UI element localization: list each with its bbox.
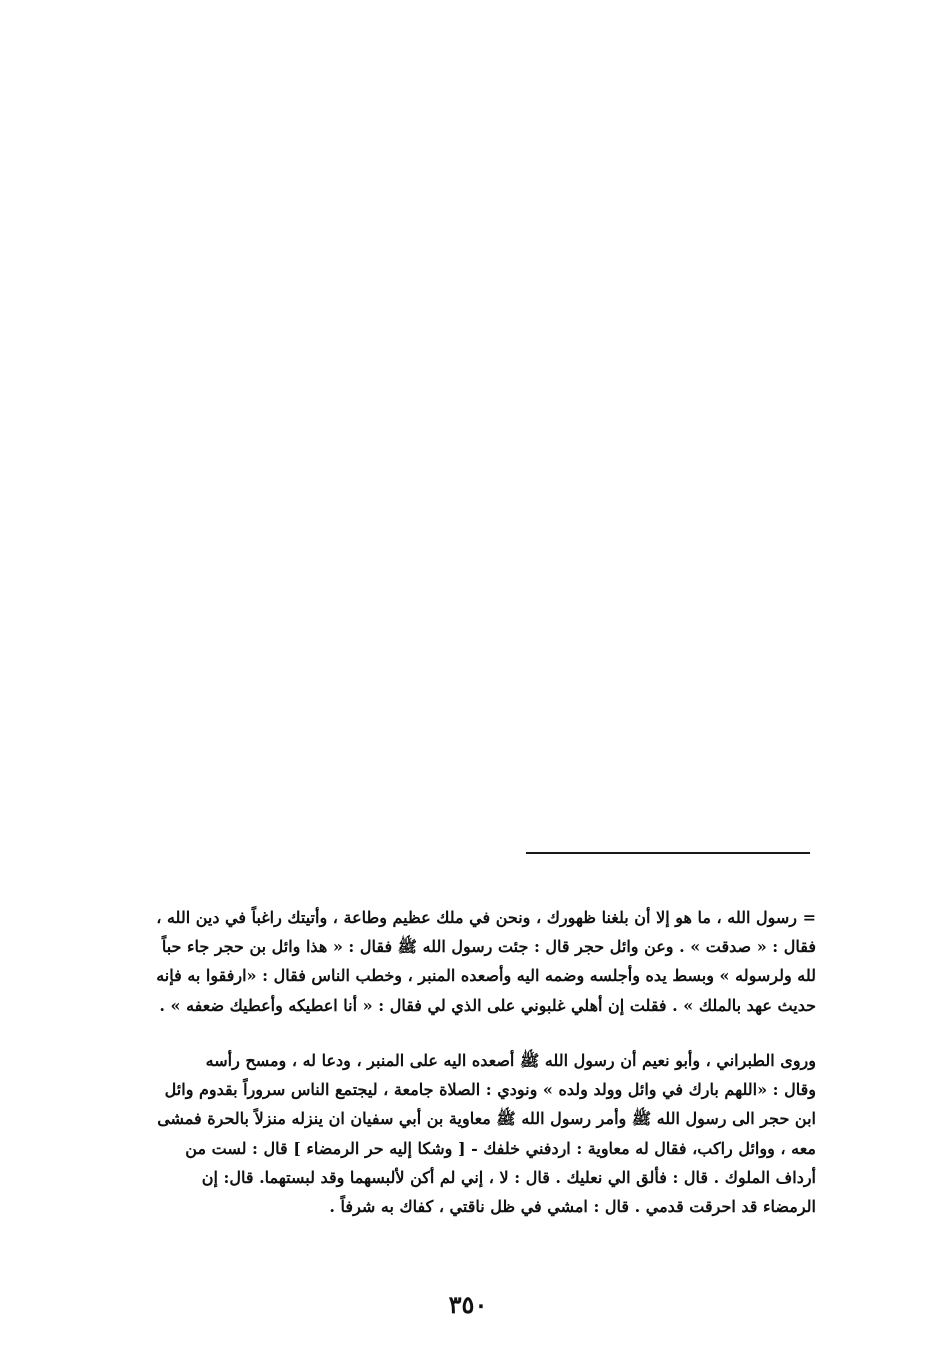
- footnote-line: معه ، ووائل راكب، فقال له معاوية : اردفني خلفك - [ وشكا إليه حر الرمضاء ] قال : لست من: [185, 1138, 816, 1158]
- footnote-line: وروى الطبراني ، وأبو نعيم أن رسول الله ﷺ أصعده اليه على المنبر ، ودعا له ، ومسح رأسه: [205, 1051, 816, 1070]
- footnote-line: حديث عهد بالملك » . فقلت إن أهلي غلبوني على الذي لي فقال : « أنا اعطيكه وأعطيك ضعفه » .: [159, 995, 816, 1015]
- footnote-line: الرمضاء قد احرقت قدمي . قال : امشي في ظل ناقتي ، كفاك به شرفاً .: [329, 1196, 816, 1216]
- footnote-line: أرداف الملوك . قال : فألق الي نعليك . قال : لا ، إني لم أكن لألبسهما وقد لبستهما. قال: إن: [201, 1167, 816, 1187]
- footnote-line: وقال : «اللهم بارك في وائل وولد ولده » ونودي : الصلاة جامعة ، ليجتمع الناس سروراً بقدوم وائل: [164, 1080, 816, 1100]
- footnote-line: فقال : « صدقت » . وعن وائل حجر قال : جئت رسول الله ﷺ فقال : « هذا وائل بن حجر جاء حباً: [161, 937, 816, 957]
- footnote-line: = رسول الله ، ما هو إلا أن بلغنا ظهورك ، ونحن في ملك عظيم وطاعة ، وأتيتك راغباً في دين الله ،: [156, 908, 816, 927]
- page-number: ٣٥٠: [448, 1290, 488, 1319]
- footnote-paragraph-2: [78, 1046, 816, 1221]
- footnote-line: لله ولرسوله » وبسط يده وأجلسه وضمه اليه وأصعده المنبر ، وخطب الناس فقال : «ارفقوا به فإنه: [156, 966, 816, 986]
- footnote-separator-rule: [526, 852, 810, 854]
- footnote-line: ابن حجر الى رسول الله ﷺ وأمر رسول الله ﷺ معاوية بن أبي سفيان ان ينزله منزلاً بالحرة فمشى: [157, 1109, 816, 1129]
- footnote-paragraph-1: [78, 903, 816, 1020]
